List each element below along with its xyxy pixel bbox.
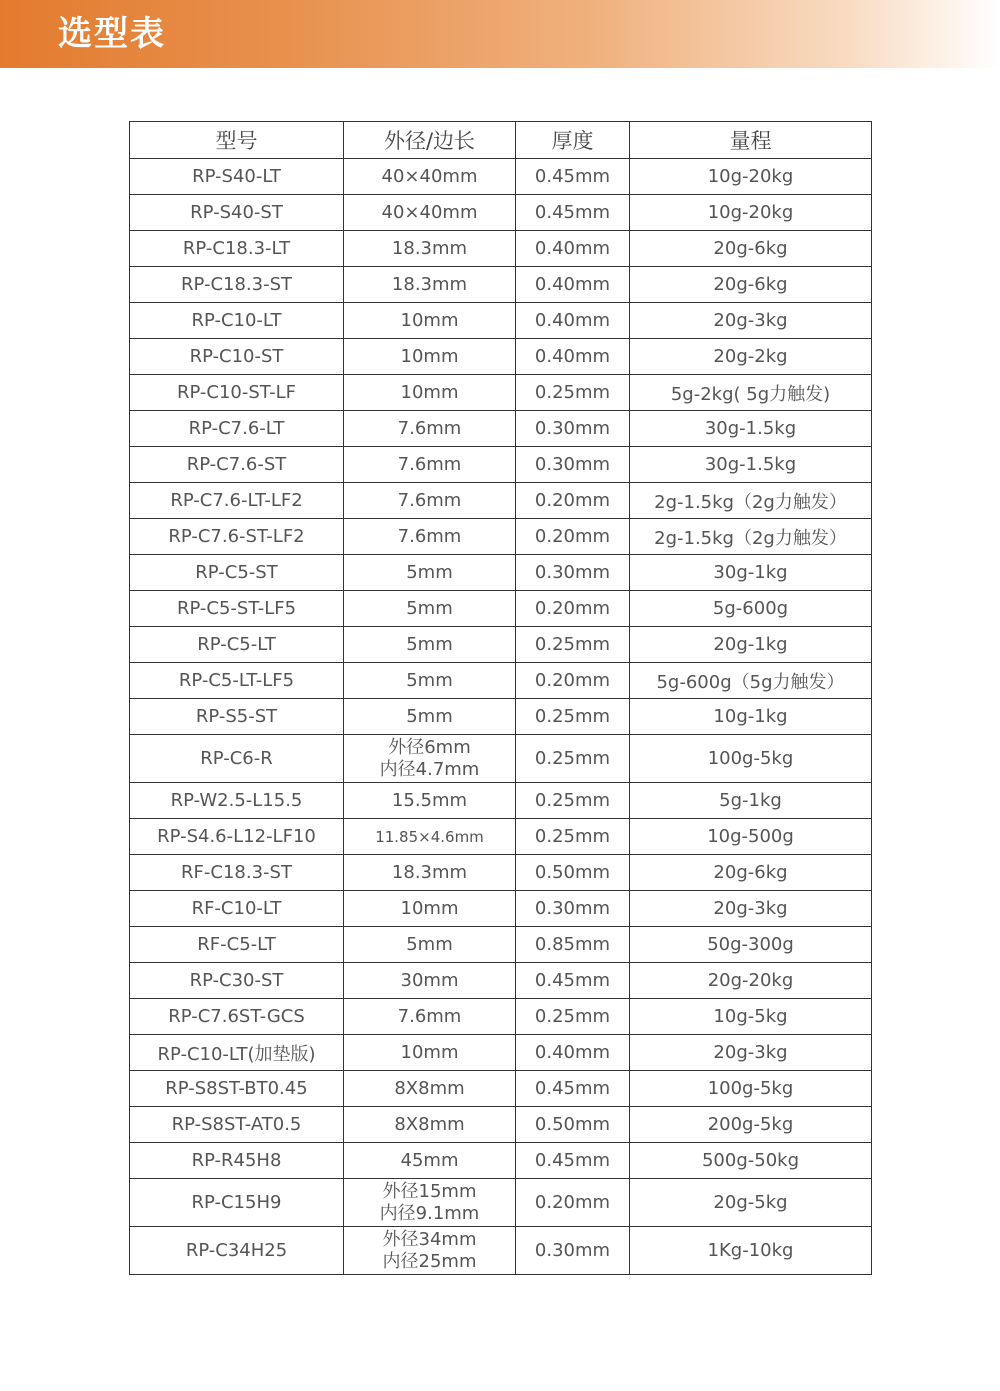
table-row <box>130 891 872 927</box>
table-row <box>130 783 872 819</box>
table-row <box>130 627 872 663</box>
cell-model: RP-C5-ST-LF5 <box>130 591 344 627</box>
cell-dimension: 5mm <box>344 555 516 591</box>
table-row <box>130 447 872 483</box>
cell-range: 2g-1.5kg（2g力触发） <box>630 483 872 519</box>
cell-model: RP-S40-LT <box>130 159 344 195</box>
dimension-line: 外径6mm <box>388 736 471 758</box>
cell-thickness: 0.20mm <box>516 483 630 519</box>
cell-model: RP-C6-R <box>130 735 344 783</box>
cell-range: 500g-50kg <box>630 1143 872 1179</box>
cell-range: 5g-600g <box>630 591 872 627</box>
table-row <box>130 1227 872 1275</box>
cell-model: RP-C7.6ST-GCS <box>130 999 344 1035</box>
cell-thickness: 0.25mm <box>516 735 630 783</box>
cell-range: 10g-500g <box>630 819 872 855</box>
cell-dimension: 10mm <box>344 303 516 339</box>
cell-range: 20g-3kg <box>630 891 872 927</box>
cell-thickness: 0.30mm <box>516 1227 630 1275</box>
cell-range: 20g-6kg <box>630 267 872 303</box>
table-row <box>130 1143 872 1179</box>
cell-dimension: 10mm <box>344 891 516 927</box>
cell-thickness: 0.25mm <box>516 783 630 819</box>
table-row <box>130 519 872 555</box>
cell-range: 10g-5kg <box>630 999 872 1035</box>
cell-thickness: 0.40mm <box>516 231 630 267</box>
cell-model: RP-C18.3-ST <box>130 267 344 303</box>
table-row <box>130 1035 872 1071</box>
table-row <box>130 159 872 195</box>
cell-dimension <box>344 1179 516 1227</box>
cell-model: RP-C10-LT <box>130 303 344 339</box>
cell-range: 10g-20kg <box>630 159 872 195</box>
cell-range: 100g-5kg <box>630 735 872 783</box>
table-row <box>130 699 872 735</box>
cell-thickness: 0.20mm <box>516 663 630 699</box>
cell-dimension: 10mm <box>344 1035 516 1071</box>
cell-model: RP-S8ST-AT0.5 <box>130 1107 344 1143</box>
dimension-line: 内径25mm <box>382 1250 477 1272</box>
cell-dimension: 8X8mm <box>344 1071 516 1107</box>
table-row <box>130 1179 872 1227</box>
cell-model: RP-W2.5-L15.5 <box>130 783 344 819</box>
header-row <box>130 122 872 159</box>
cell-thickness: 0.30mm <box>516 555 630 591</box>
cell-dimension: 18.3mm <box>344 267 516 303</box>
table-row <box>130 375 872 411</box>
cell-model: RF-C10-LT <box>130 891 344 927</box>
cell-thickness: 0.45mm <box>516 195 630 231</box>
cell-range: 50g-300g <box>630 927 872 963</box>
cell-range: 10g-20kg <box>630 195 872 231</box>
cell-model: RP-C5-LT <box>130 627 344 663</box>
cell-dimension: 7.6mm <box>344 483 516 519</box>
cell-dimension: 30mm <box>344 963 516 999</box>
dimension-line: 内径9.1mm <box>379 1202 480 1224</box>
cell-model: RP-C7.6-LT <box>130 411 344 447</box>
cell-model: RP-C10-ST <box>130 339 344 375</box>
dimension-line: 内径4.7mm <box>379 758 480 780</box>
table-row <box>130 819 872 855</box>
cell-dimension: 5mm <box>344 627 516 663</box>
cell-thickness: 0.30mm <box>516 891 630 927</box>
cell-dimension: 7.6mm <box>344 999 516 1035</box>
table-row <box>130 267 872 303</box>
table-row <box>130 483 872 519</box>
cell-dimension: 7.6mm <box>344 447 516 483</box>
cell-thickness: 0.85mm <box>516 927 630 963</box>
column-header-model: 型号 <box>130 122 344 159</box>
cell-range: 30g-1.5kg <box>630 447 872 483</box>
cell-model: RP-R45H8 <box>130 1143 344 1179</box>
cell-dimension: 5mm <box>344 663 516 699</box>
cell-thickness: 0.45mm <box>516 963 630 999</box>
cell-thickness: 0.30mm <box>516 447 630 483</box>
dimension-line: 外径34mm <box>382 1228 477 1250</box>
cell-model: RP-C15H9 <box>130 1179 344 1227</box>
cell-model: RP-C34H25 <box>130 1227 344 1275</box>
cell-dimension: 5mm <box>344 591 516 627</box>
cell-model: RP-C7.6-ST-LF2 <box>130 519 344 555</box>
cell-thickness: 0.25mm <box>516 999 630 1035</box>
cell-thickness: 0.40mm <box>516 339 630 375</box>
column-header-range: 量程 <box>630 122 872 159</box>
cell-range: 20g-3kg <box>630 303 872 339</box>
cell-thickness: 0.25mm <box>516 699 630 735</box>
cell-dimension: 40×40mm <box>344 159 516 195</box>
cell-thickness: 0.45mm <box>516 1143 630 1179</box>
cell-dimension: 7.6mm <box>344 519 516 555</box>
cell-model: RP-C10-LT(加垫版) <box>130 1035 344 1071</box>
table-body <box>130 159 872 1275</box>
table-row <box>130 927 872 963</box>
cell-range: 30g-1kg <box>630 555 872 591</box>
cell-model: RP-C7.6-LT-LF2 <box>130 483 344 519</box>
selection-table <box>129 121 872 1275</box>
cell-thickness: 0.20mm <box>516 591 630 627</box>
cell-dimension: 8X8mm <box>344 1107 516 1143</box>
cell-range: 5g-2kg( 5g力触发) <box>630 375 872 411</box>
cell-dimension: 5mm <box>344 927 516 963</box>
cell-thickness: 0.25mm <box>516 819 630 855</box>
cell-model: RF-C18.3-ST <box>130 855 344 891</box>
cell-thickness: 0.50mm <box>516 1107 630 1143</box>
dimension-line: 外径15mm <box>382 1180 477 1202</box>
cell-range: 1Kg-10kg <box>630 1227 872 1275</box>
page-title: 选型表 <box>58 14 166 54</box>
cell-range: 100g-5kg <box>630 1071 872 1107</box>
cell-model: RP-S40-ST <box>130 195 344 231</box>
cell-range: 20g-6kg <box>630 231 872 267</box>
cell-thickness: 0.40mm <box>516 303 630 339</box>
cell-dimension: 18.3mm <box>344 231 516 267</box>
cell-model: RP-S8ST-BT0.45 <box>130 1071 344 1107</box>
table-row <box>130 555 872 591</box>
table-row <box>130 999 872 1035</box>
table-row <box>130 231 872 267</box>
title-banner <box>0 0 1000 68</box>
cell-dimension: 7.6mm <box>344 411 516 447</box>
table-row <box>130 591 872 627</box>
cell-range: 20g-2kg <box>630 339 872 375</box>
table-row <box>130 963 872 999</box>
cell-range: 2g-1.5kg（2g力触发） <box>630 519 872 555</box>
cell-model: RF-C5-LT <box>130 927 344 963</box>
cell-range: 20g-20kg <box>630 963 872 999</box>
cell-dimension: 10mm <box>344 339 516 375</box>
cell-dimension <box>344 735 516 783</box>
cell-thickness: 0.25mm <box>516 375 630 411</box>
cell-thickness: 0.40mm <box>516 1035 630 1071</box>
cell-thickness: 0.20mm <box>516 1179 630 1227</box>
table-row <box>130 195 872 231</box>
cell-model: RP-C10-ST-LF <box>130 375 344 411</box>
table-row <box>130 1071 872 1107</box>
table-row <box>130 735 872 783</box>
table-row <box>130 303 872 339</box>
cell-range: 20g-5kg <box>630 1179 872 1227</box>
column-header-dimension: 外径/边长 <box>344 122 516 159</box>
table-row <box>130 855 872 891</box>
cell-range: 5g-600g（5g力触发） <box>630 663 872 699</box>
column-header-thickness: 厚度 <box>516 122 630 159</box>
cell-range: 20g-1kg <box>630 627 872 663</box>
cell-dimension: 10mm <box>344 375 516 411</box>
cell-model: RP-C30-ST <box>130 963 344 999</box>
cell-model: RP-S5-ST <box>130 699 344 735</box>
cell-thickness: 0.50mm <box>516 855 630 891</box>
cell-thickness: 0.30mm <box>516 411 630 447</box>
cell-dimension: 18.3mm <box>344 855 516 891</box>
cell-model: RP-C5-ST <box>130 555 344 591</box>
cell-range: 20g-3kg <box>630 1035 872 1071</box>
cell-range: 20g-6kg <box>630 855 872 891</box>
cell-thickness: 0.45mm <box>516 1071 630 1107</box>
cell-thickness: 0.40mm <box>516 267 630 303</box>
cell-dimension: 11.85×4.6mm <box>344 819 516 855</box>
cell-range: 10g-1kg <box>630 699 872 735</box>
cell-model: RP-C7.6-ST <box>130 447 344 483</box>
cell-range: 30g-1.5kg <box>630 411 872 447</box>
table-row <box>130 339 872 375</box>
cell-dimension: 45mm <box>344 1143 516 1179</box>
cell-thickness: 0.20mm <box>516 519 630 555</box>
cell-range: 5g-1kg <box>630 783 872 819</box>
table-row <box>130 663 872 699</box>
cell-thickness: 0.25mm <box>516 627 630 663</box>
cell-range: 200g-5kg <box>630 1107 872 1143</box>
cell-dimension <box>344 1227 516 1275</box>
cell-dimension: 40×40mm <box>344 195 516 231</box>
table-row <box>130 411 872 447</box>
table-row <box>130 1107 872 1143</box>
cell-model: RP-C18.3-LT <box>130 231 344 267</box>
cell-model: RP-S4.6-L12-LF10 <box>130 819 344 855</box>
cell-dimension: 5mm <box>344 699 516 735</box>
cell-dimension: 15.5mm <box>344 783 516 819</box>
cell-model: RP-C5-LT-LF5 <box>130 663 344 699</box>
cell-thickness: 0.45mm <box>516 159 630 195</box>
